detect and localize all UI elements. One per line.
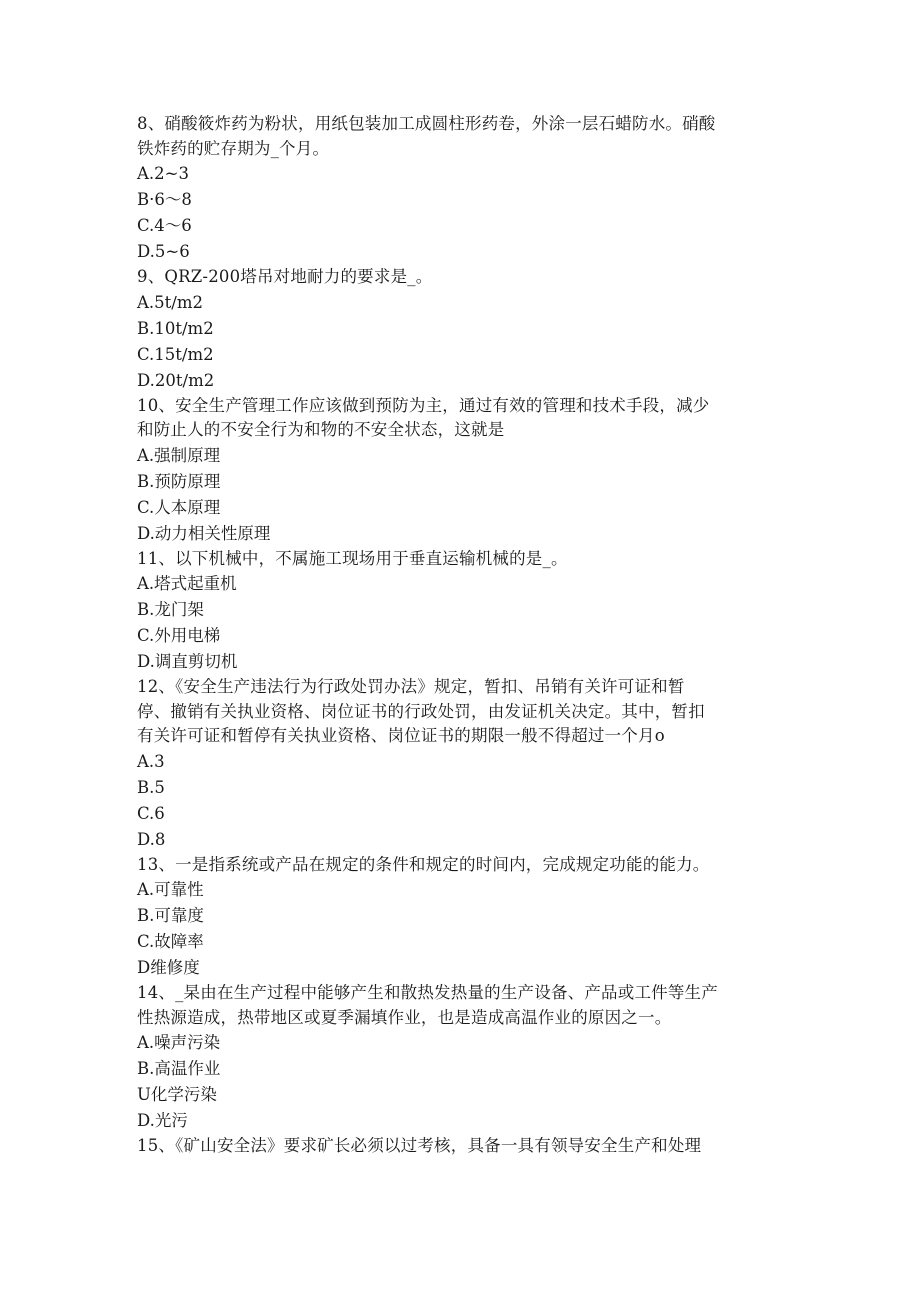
option-a: A.可靠性 (137, 880, 204, 899)
question-text-line: 12、《安全生产违法行为行政处罚办法》规定，暂扣、吊销有关许可证和暂 (137, 677, 685, 696)
question-text-line: 8、硝酸筱炸药为粉状，用纸包装加工成圆柱形药卷，外涂一层石蜡防水。硝酸 (137, 114, 716, 133)
question-8 (137, 112, 787, 265)
question-text-line: 10、安全生产管理工作应该做到预防为主，通过有效的管理和技术手段，减少 (137, 395, 710, 415)
option-b: B.龙门架 (137, 600, 204, 619)
option-d: D.8 (137, 829, 166, 849)
question-15 (137, 1134, 787, 1159)
option-d: D维修度 (137, 958, 200, 977)
option-c: C.故障率 (137, 932, 204, 951)
option-c: C.15t∕m2 (137, 344, 214, 364)
question-text-line: 和防止人的不安全行为和物的不安全状态，这就是 (137, 420, 505, 439)
question-text-line: 14、_杲由在生产过程中能够产生和散热发热量的生产设备、产品或工件等生产 (137, 983, 718, 1002)
question-11 (137, 547, 787, 676)
option-b: B.5 (137, 777, 165, 797)
option-b: B.高温作业 (137, 1059, 221, 1078)
option-d: D.光污 (137, 1111, 188, 1130)
option-c: U化学污染 (137, 1085, 217, 1104)
option-a: A.噪声污染 (137, 1033, 221, 1052)
question-text-line: 15、《矿山安全法》要求矿长必须以过考核，具备一具有领导安全生产和处理 (137, 1136, 702, 1155)
option-c: C.4～6 (137, 216, 192, 235)
option-b: B.可靠度 (137, 906, 204, 925)
question-13 (137, 853, 787, 982)
option-b: B.10t∕m2 (137, 318, 214, 338)
question-text-line: 铁炸药的贮存期为_个月。 (137, 138, 330, 158)
option-d: D.5~6 (137, 242, 190, 261)
question-text-line: 停、撤销有关执业资格、岗位证书的行政处罚，由发证机关决定。其中，暂扣 (137, 701, 705, 721)
option-c: C.人本原理 (137, 497, 221, 517)
question-text-line: 有关许可证和暂停有关执业资格、岗位证书的期限一般不得超过一个月o (137, 726, 665, 745)
option-d: D.20t∕m2 (137, 370, 215, 390)
option-d: D.动力相关性原理 (137, 523, 271, 543)
option-a: A.强制原理 (137, 445, 221, 465)
option-b: B·6～8 (137, 190, 192, 209)
question-text-line: 性热源造成，热带地区或夏季漏填作业，也是造成高温作业的原因之一。 (137, 1007, 672, 1027)
question-text-line: 11、以下机械中，不属施工现场用于垂直运输机械的是_。 (137, 548, 568, 568)
option-d: D.调直剪切机 (137, 652, 238, 671)
option-a: A.3 (137, 751, 165, 771)
question-12 (137, 675, 787, 853)
option-c: C.6 (137, 803, 165, 823)
option-b: B.预防原理 (137, 471, 221, 491)
question-text-line: 13、一是指系统或产品在规定的条件和规定的时间内，完成规定功能的能力。 (137, 854, 710, 874)
option-c: C.外用电梯 (137, 626, 221, 645)
question-text-line: 9、QRZ-200塔吊对地耐力的要求是_。 (137, 267, 433, 286)
option-a: A.2~3 (137, 164, 189, 183)
question-9 (137, 265, 787, 394)
option-a: A.塔式起重机 (137, 574, 237, 593)
question-10 (137, 394, 787, 547)
question-14 (137, 981, 787, 1134)
document-page (137, 112, 787, 1159)
option-a: A.5t∕m2 (137, 292, 203, 312)
